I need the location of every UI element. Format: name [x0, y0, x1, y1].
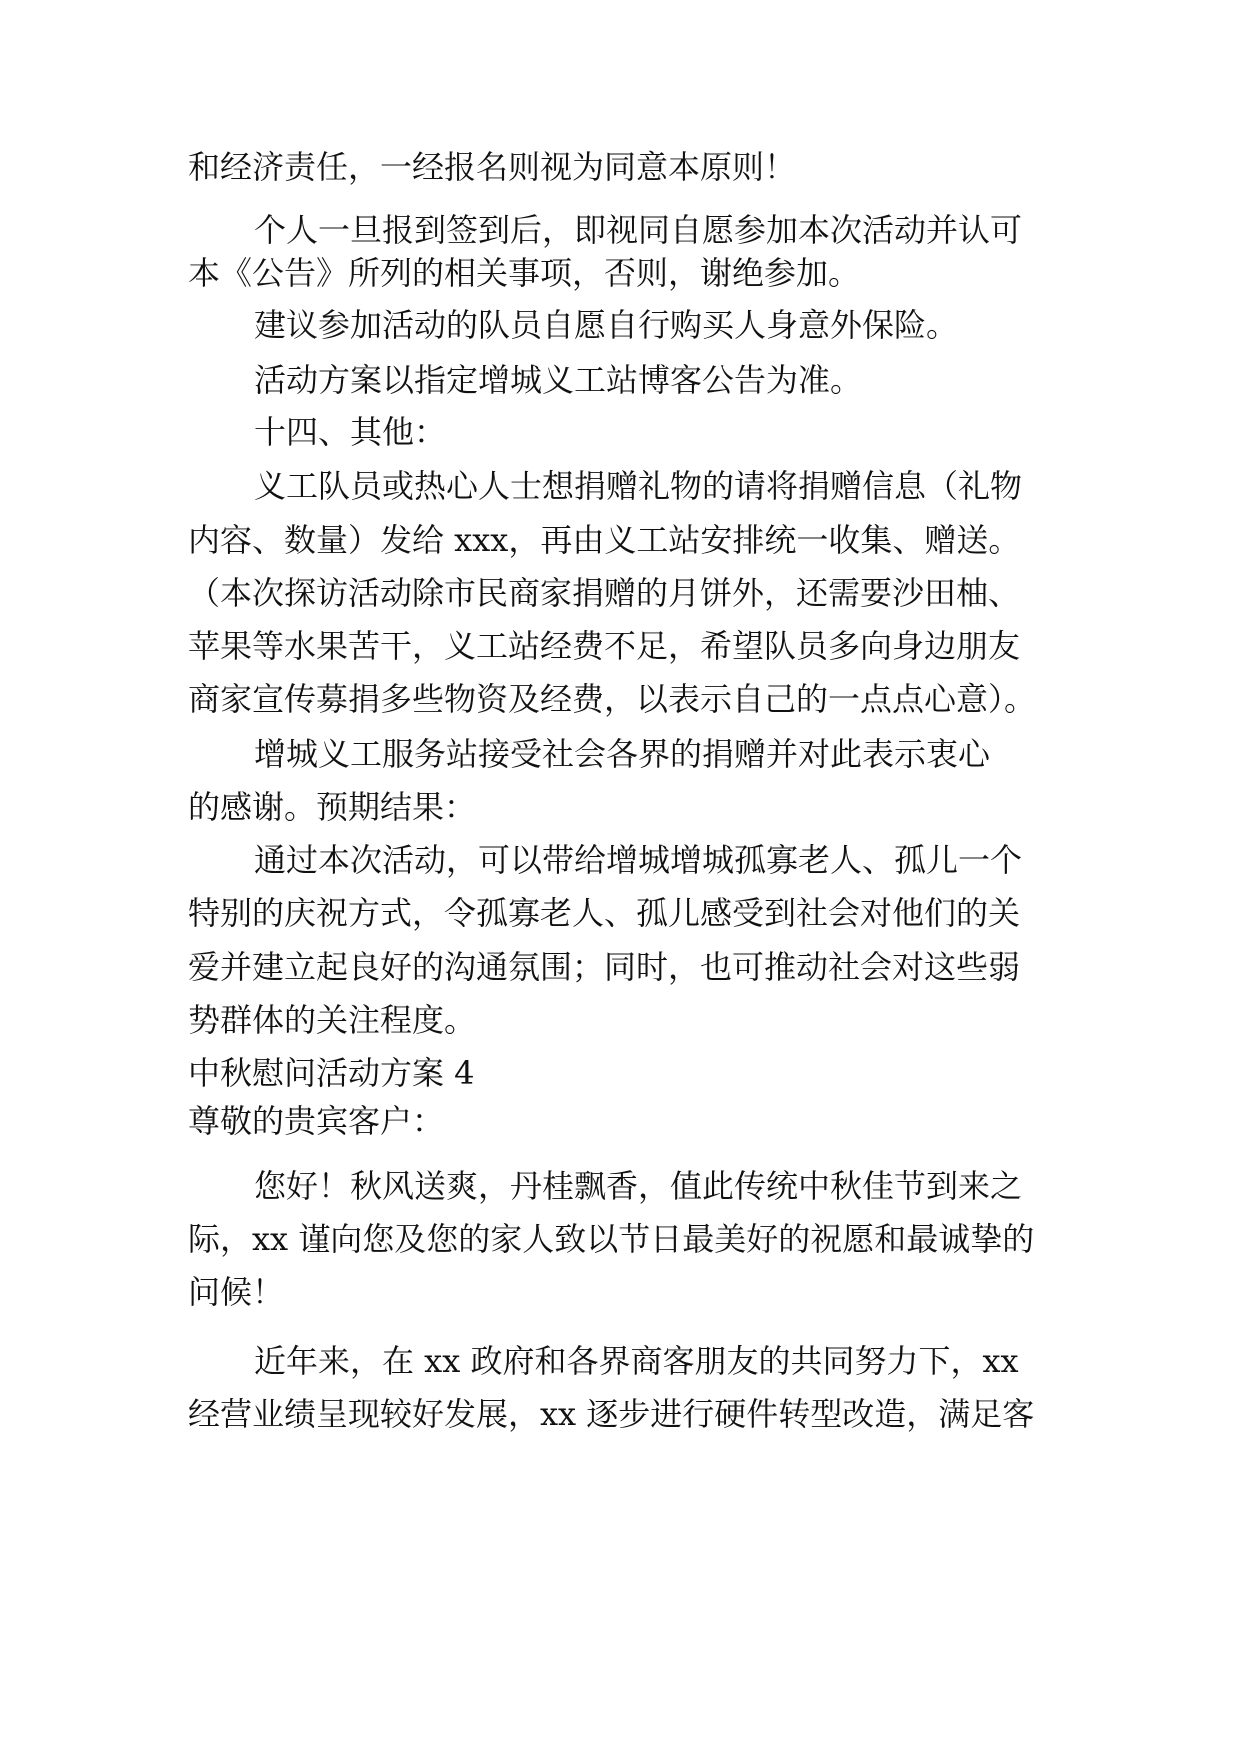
- text-line: 经营业绩呈现较好发展，xx 逐步进行硬件转型改造，满足客: [188, 1395, 1035, 1433]
- paragraph-start-line: 个人一旦报到签到后，即视同自愿参加本次活动并认可: [254, 211, 1023, 249]
- text-line: 际，xx 谨向您及您的家人致以节日最美好的祝愿和最诚挚的: [188, 1220, 1035, 1258]
- text-line: 商家宣传募捐多些物资及经费，以表示自己的一点点心意）。: [188, 680, 1037, 718]
- section-heading: 十四、其他：: [254, 413, 447, 451]
- text-line: 内容、数量）发给 xxx，再由义工站安排统一收集、赠送。: [188, 521, 1021, 559]
- paragraph-start-line: 增城义工服务站接受社会各界的捐赠并对此表示衷心: [254, 735, 991, 773]
- paragraph-start-line: 活动方案以指定增城义工站博客公告为准。: [254, 361, 863, 399]
- text-line: 本《公告》所列的相关事项，否则，谢绝参加。: [188, 254, 861, 292]
- salutation: 尊敬的贵宾客户：: [188, 1102, 445, 1140]
- text-line: 和经济责任，一经报名则视为同意本原则！: [188, 148, 797, 186]
- text-line: （本次探访活动除市民商家捐赠的月饼外，还需要沙田柚、: [188, 574, 1021, 612]
- paragraph-start-line: 近年来，在 xx 政府和各界商客朋友的共同努力下，xx: [254, 1342, 1019, 1380]
- text-line: 问候！: [188, 1273, 285, 1311]
- document-heading: 中秋慰问活动方案 4: [188, 1054, 475, 1092]
- text-line: 特别的庆祝方式，令孤寡老人、孤儿感受到社会对他们的关: [188, 894, 1021, 932]
- paragraph-start-line: 通过本次活动，可以带给增城增城孤寡老人、孤儿一个: [254, 841, 1023, 879]
- text-line: 苹果等水果苦干，义工站经费不足，希望队员多向身边朋友: [188, 627, 1021, 665]
- text-line: 势群体的关注程度。: [188, 1001, 477, 1039]
- paragraph-start-line: 您好！秋风送爽，丹桂飘香，值此传统中秋佳节到来之: [254, 1167, 1023, 1205]
- text-line: 爱并建立起良好的沟通氛围；同时，也可推动社会对这些弱: [188, 948, 1021, 986]
- text-line: 的感谢。预期结果：: [188, 788, 477, 826]
- paragraph-start-line: 建议参加活动的队员自愿自行购买人身意外保险。: [254, 306, 959, 344]
- paragraph-start-line: 义工队员或热心人士想捐赠礼物的请将捐赠信息（礼物: [254, 467, 1023, 505]
